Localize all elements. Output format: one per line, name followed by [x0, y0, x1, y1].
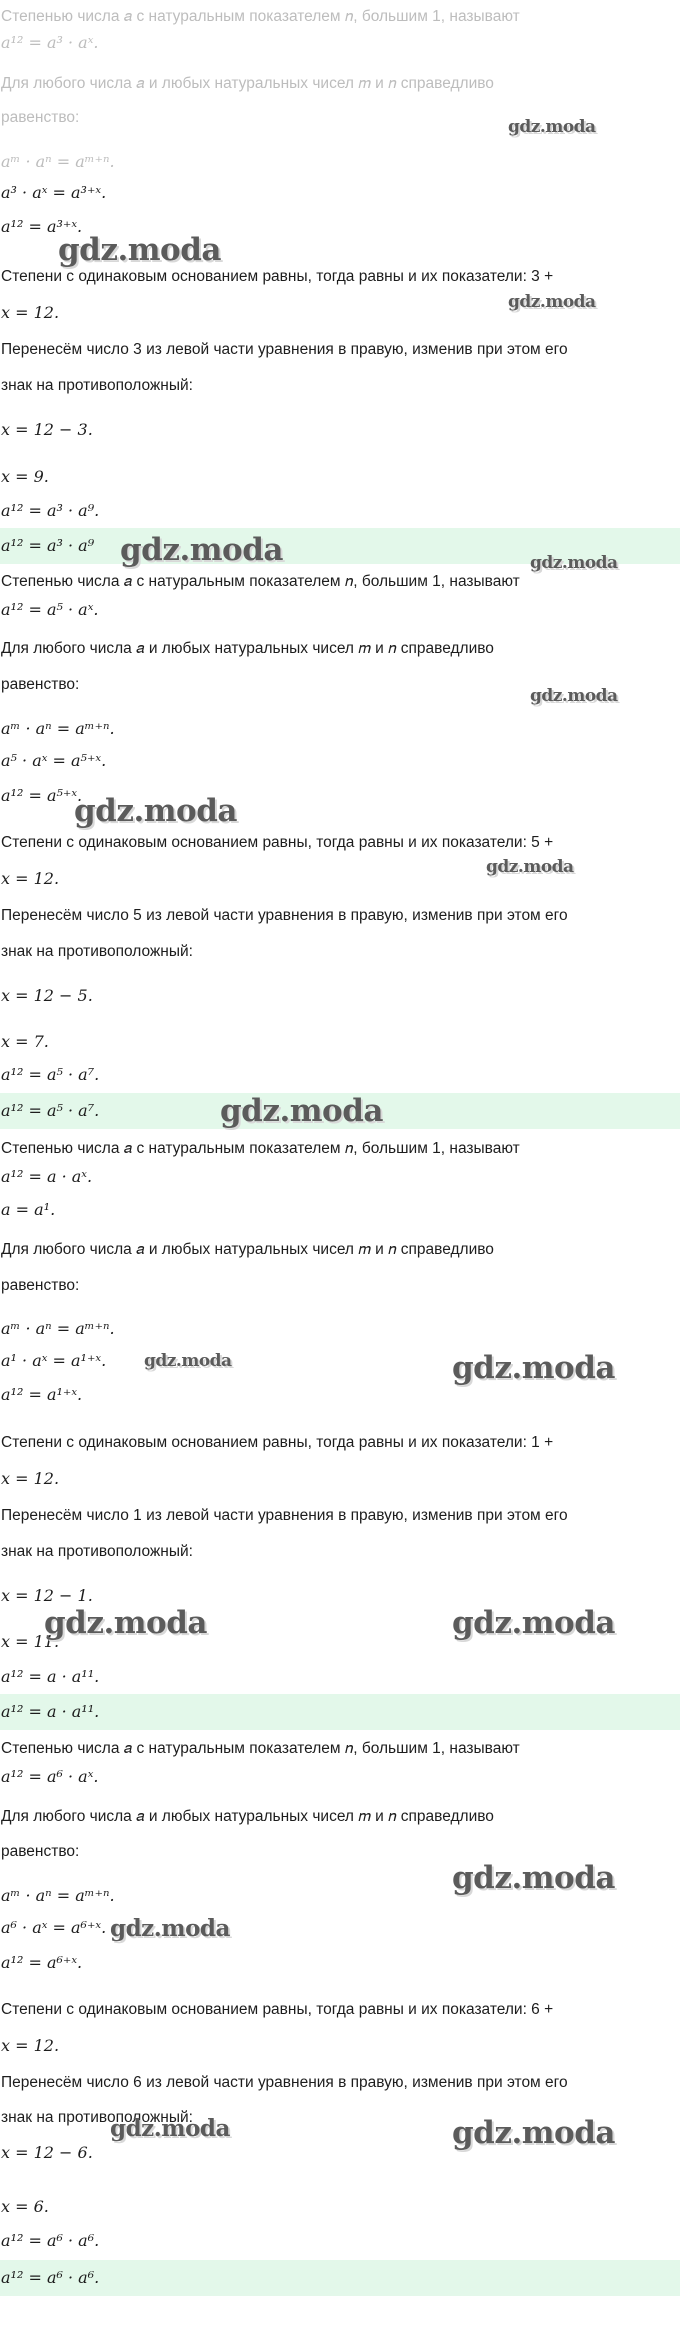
answer-line: 𝑎¹² = 𝑎⁶ · 𝑎⁶. — [1, 2268, 100, 2287]
equation-line: 𝑎ᵐ · 𝑎ⁿ = 𝑎ᵐ⁺ⁿ. — [1, 1886, 115, 1905]
watermark-logo: gdz.moda — [452, 1350, 615, 1386]
equation-line: 𝑎¹² = 𝑎⁶ · 𝑎ˣ. — [1, 1767, 99, 1786]
watermark-logo: gdz.moda — [452, 2115, 615, 2151]
definition-line: Степенью числа 𝑎 с натуральным показателем 𝑛, большим 1, называют — [1, 8, 520, 25]
exponent-equality-line: Степени с одинаковым основанием равны, тогда равны и их показатели: 1 + — [1, 1434, 554, 1451]
equation-line: 𝑎¹² = 𝑎³ · 𝑎ˣ. — [1, 33, 99, 52]
equation-line: 𝑎 = 𝑎¹. — [1, 1200, 56, 1219]
watermark-logo: gdz.moda — [144, 1351, 232, 1371]
watermark-logo: gdz.moda — [110, 1915, 230, 1942]
equation-line: 𝑎⁵ · 𝑎ˣ = 𝑎⁵⁺ˣ. — [1, 751, 107, 770]
equation-line: 𝑥 = 12. — [1, 1469, 60, 1488]
property-line: Для любого числа 𝑎 и любых натуральных чисел 𝑚 и 𝑛 справедливо — [1, 1241, 494, 1258]
answer-line: 𝑎¹² = 𝑎 · 𝑎¹¹. — [1, 1702, 100, 1721]
definition-line: Степенью числа 𝑎 с натуральным показателем 𝑛, большим 1, называют — [1, 573, 520, 590]
equation-line: 𝑎¹² = 𝑎³⁺ˣ. — [1, 217, 83, 236]
equation-line: 𝑎¹² = 𝑎⁶⁺ˣ. — [1, 1953, 83, 1972]
equation-line: 𝑎¹² = 𝑎⁵ · 𝑎⁷. — [1, 1065, 100, 1084]
watermark-logo: gdz.moda — [120, 532, 283, 568]
transfer-line: Перенесём число 3 из левой части уравнения в правую, изменив при этом его — [1, 341, 568, 358]
equation-line: 𝑎⁶ · 𝑎ˣ = 𝑎⁶⁺ˣ. — [1, 1918, 107, 1937]
equation-line: 𝑎ᵐ · 𝑎ⁿ = 𝑎ᵐ⁺ⁿ. — [1, 1319, 115, 1338]
equation-line: 𝑥 = 12 − 5. — [1, 986, 93, 1005]
watermark-logo: gdz.moda — [452, 1605, 615, 1641]
equation-line: 𝑥 = 12. — [1, 303, 60, 322]
watermark-logo: gdz.moda — [74, 793, 237, 829]
equation-line: 𝑥 = 12 − 3. — [1, 420, 93, 439]
watermark-logo: gdz.moda — [58, 232, 221, 268]
equation-line: 𝑥 = 12 − 1. — [1, 1586, 93, 1605]
equation-line: 𝑥 = 12. — [1, 2036, 60, 2055]
exponent-equality-line: Степени с одинаковым основанием равны, тогда равны и их показатели: 3 + — [1, 268, 554, 285]
equation-line: 𝑥 = 12. — [1, 869, 60, 888]
exponent-equality-line: Степени с одинаковым основанием равны, тогда равны и их показатели: 6 + — [1, 2001, 554, 2018]
exponent-equality-line: Степени с одинаковым основанием равны, тогда равны и их показатели: 5 + — [1, 834, 554, 851]
transfer-line: Перенесём число 5 из левой части уравнения в правую, изменив при этом его — [1, 907, 568, 924]
watermark-logo: gdz.moda — [508, 117, 596, 137]
definition-line: Степенью числа 𝑎 с натуральным показателем 𝑛, большим 1, называют — [1, 1140, 520, 1157]
property-line-end: равенство: — [1, 676, 80, 693]
definition-line: Степенью числа 𝑎 с натуральным показателем 𝑛, большим 1, называют — [1, 1740, 520, 1757]
answer-line: 𝑎¹² = 𝑎⁵ · 𝑎⁷. — [1, 1101, 100, 1120]
equation-line: 𝑥 = 9. — [1, 467, 49, 486]
watermark-logo: gdz.moda — [110, 2115, 230, 2142]
watermark-logo: gdz.moda — [44, 1605, 207, 1641]
property-line: Для любого числа 𝑎 и любых натуральных чисел 𝑚 и 𝑛 справедливо — [1, 75, 494, 92]
property-line-end: равенство: — [1, 109, 80, 126]
equation-line: 𝑎ᵐ · 𝑎ⁿ = 𝑎ᵐ⁺ⁿ. — [1, 719, 115, 738]
equation-line: 𝑎¹² = 𝑎 · 𝑎ˣ. — [1, 1167, 93, 1186]
equation-line: 𝑥 = 12 − 6. — [1, 2143, 93, 2162]
watermark-logo: gdz.moda — [530, 553, 618, 573]
transfer-line-end: знак на противоположный: — [1, 2109, 193, 2126]
equation-line: 𝑥 = 7. — [1, 1032, 49, 1051]
equation-line: 𝑥 = 6. — [1, 2197, 49, 2216]
equation-line: 𝑎¹² = 𝑎³ · 𝑎⁹. — [1, 501, 100, 520]
equation-line: 𝑎¹ · 𝑎ˣ = 𝑎¹⁺ˣ. — [1, 1351, 107, 1370]
equation-line: 𝑎¹² = 𝑎¹⁺ˣ. — [1, 1385, 83, 1404]
watermark-logo: gdz.moda — [486, 857, 574, 877]
watermark-logo: gdz.moda — [220, 1093, 383, 1129]
equation-line: 𝑎ᵐ · 𝑎ⁿ = 𝑎ᵐ⁺ⁿ. — [1, 152, 115, 171]
property-line: Для любого числа 𝑎 и любых натуральных чисел 𝑚 и 𝑛 справедливо — [1, 1808, 494, 1825]
answer-line: 𝑎¹² = 𝑎³ · 𝑎⁹ — [1, 536, 95, 555]
watermark-logo: gdz.moda — [530, 686, 618, 706]
equation-line: 𝑎¹² = 𝑎⁵⁺ˣ. — [1, 786, 83, 805]
equation-line: 𝑎¹² = 𝑎 · 𝑎¹¹. — [1, 1667, 100, 1686]
transfer-line-end: знак на противоположный: — [1, 377, 193, 394]
transfer-line: Перенесём число 1 из левой части уравнения в правую, изменив при этом его — [1, 1507, 568, 1524]
equation-line: 𝑎¹² = 𝑎⁶ · 𝑎⁶. — [1, 2231, 100, 2250]
equation-line: 𝑎³ · 𝑎ˣ = 𝑎³⁺ˣ. — [1, 183, 107, 202]
equation-line: 𝑥 = 11. — [1, 1632, 60, 1651]
property-line: Для любого числа 𝑎 и любых натуральных чисел 𝑚 и 𝑛 справедливо — [1, 640, 494, 657]
property-line-end: равенство: — [1, 1277, 80, 1294]
equation-line: 𝑎¹² = 𝑎⁵ · 𝑎ˣ. — [1, 600, 99, 619]
transfer-line-end: знак на противоположный: — [1, 943, 193, 960]
transfer-line: Перенесём число 6 из левой части уравнения в правую, изменив при этом его — [1, 2074, 568, 2091]
transfer-line-end: знак на противоположный: — [1, 1543, 193, 1560]
property-line-end: равенство: — [1, 1843, 80, 1860]
watermark-logo: gdz.moda — [452, 1860, 615, 1896]
watermark-logo: gdz.moda — [508, 292, 596, 312]
